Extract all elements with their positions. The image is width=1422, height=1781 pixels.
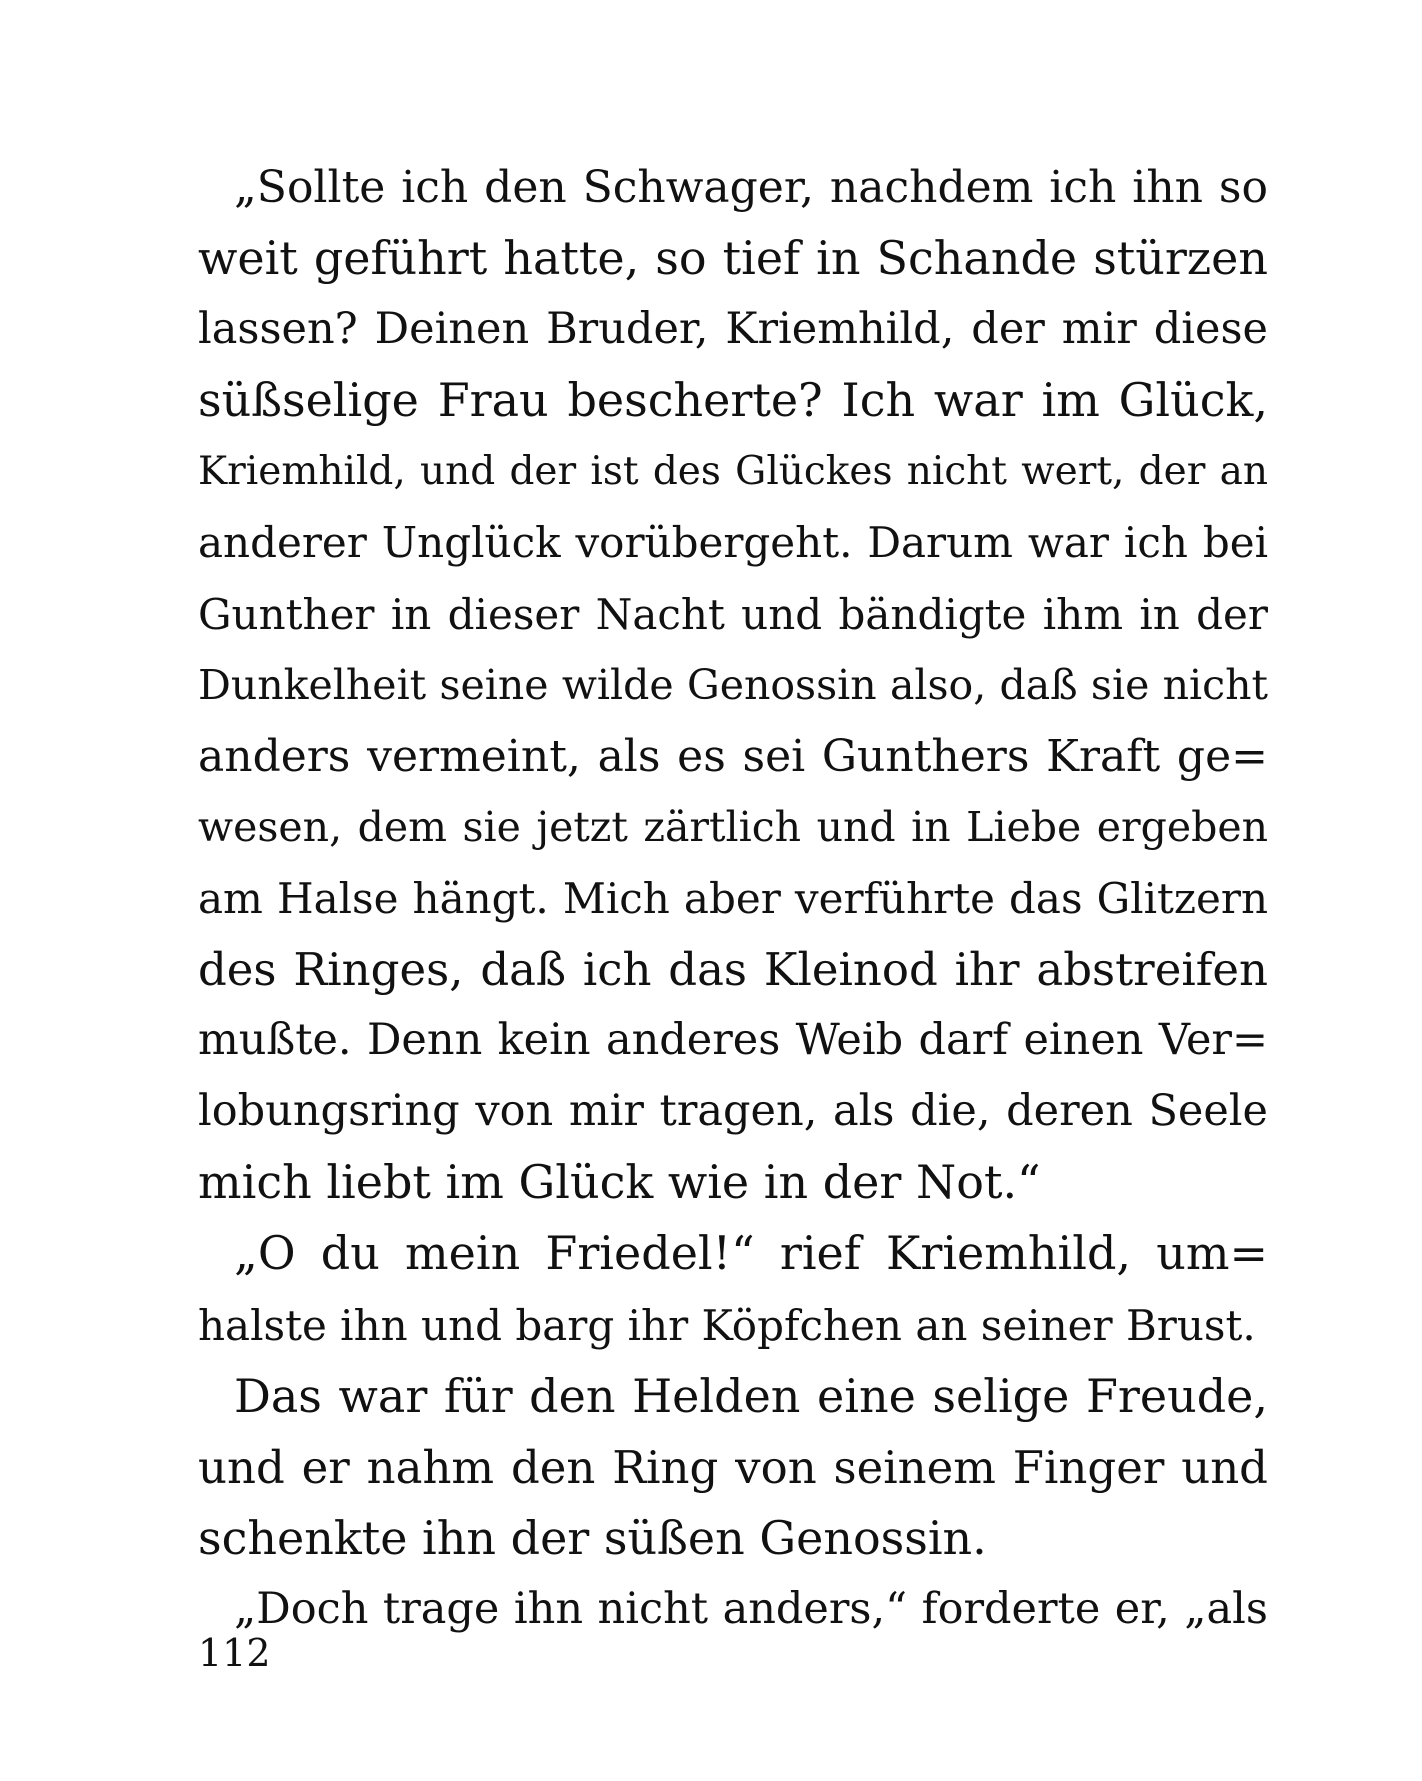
text-line: mich liebt im Glück wie in der Not.“: [198, 1155, 1041, 1210]
text-line: wesen, dem sie jetzt zärtlich und in Liebe ergeben: [198, 802, 1268, 851]
body-text: [198, 152, 1268, 1645]
text-line: am Halse hängt. Mich aber verführte das Glitzern: [198, 873, 1268, 923]
text-line: halste ihn und barg ihr Köpfchen an seiner Brust.: [198, 1300, 1256, 1350]
text-line: des Ringes, daß ich das Kleinod ihr abstreifen: [198, 943, 1268, 997]
text-line: „Sollte ich den Schwager, nachdem ich ihn so: [234, 162, 1268, 213]
text-line: Dunkelheit seine wilde Genossin also, daß sie nicht: [198, 660, 1268, 709]
text-line: anders vermeint, als es sei Gunthers Kraft ge=: [198, 730, 1268, 782]
text-line: weit geführt hatte, so tief in Schande stürzen: [198, 231, 1268, 286]
text-line: und er nahm den Ring von seinem Finger und: [198, 1440, 1268, 1494]
text-line: süßselige Frau bescherte? Ich war im Glück,: [198, 373, 1268, 428]
text-line: „Doch trage ihn nicht anders,“ forderte er, „als: [234, 1583, 1268, 1634]
text-line: schenkte ihn der süßen Genossin.: [198, 1510, 987, 1565]
page-number: 112: [198, 1631, 271, 1675]
text-line: Kriemhild, und der ist des Glückes nicht wert, der an: [198, 449, 1268, 495]
text-line: Gunther in dieser Nacht und bändigte ihm in der: [198, 589, 1268, 639]
text-line: lobungsring von mir tragen, als die, deren Seele: [198, 1086, 1268, 1137]
text-line: anderer Unglück vorübergeht. Darum war ich bei: [198, 518, 1268, 568]
text-line: mußte. Denn kein anderes Weib darf einen Ver=: [198, 1015, 1268, 1066]
text-line: lassen? Deinen Bruder, Kriemhild, der mir diese: [198, 304, 1268, 355]
text-line: Das war für den Helden eine selige Freude,: [234, 1368, 1268, 1423]
text-line: „O du mein Friedel!“ rief Kriemhild, um=: [234, 1226, 1268, 1281]
